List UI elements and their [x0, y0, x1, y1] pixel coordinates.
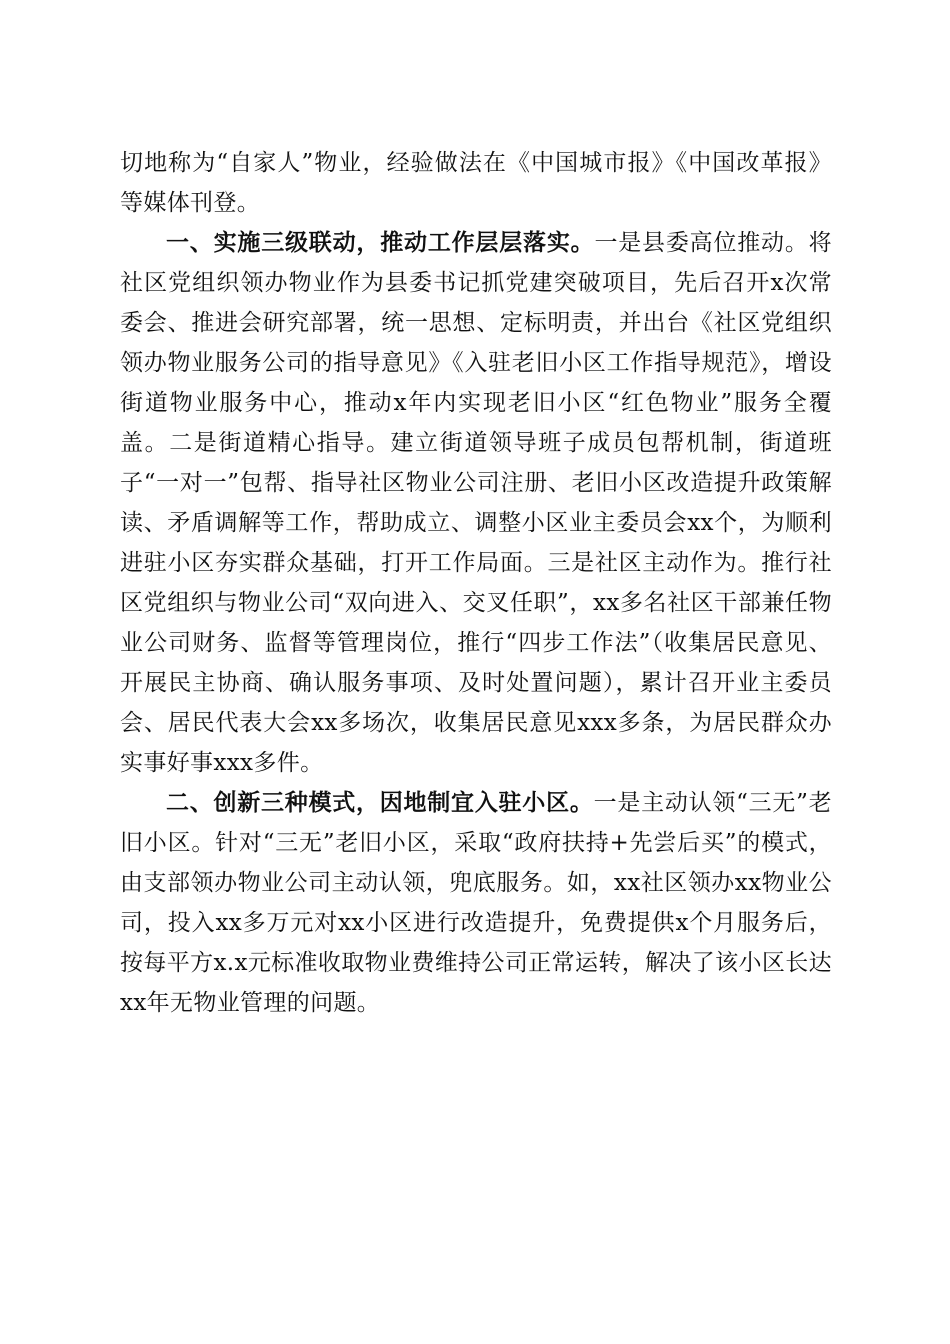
paragraph-body: 一是县委高位推动。将社区党组织领办物业作为县委书记抓党建突破项目，先后召开x次常委会、推进会研究部署，统一思想、定标明责，并出台《社区党组织领办物业服务公司的指导意见》《入驻老旧小区工作指导规范》，增设街道物业服务中心，推动x年内实现老旧小区“红色物业”服务全覆盖。二是街道精心指导。建立街道领导班子成员包帮机制，街道班子“一对一”包帮、指导社区物业公司注册、老旧小区改造提升政策解读、矛盾调解等工作，帮助成立、调整小区业主委员会xx个，为顺利进驻小区夯实群众基础，打开工作局面。三是社区主动作为。推行社区党组织与物业公司“双向进入、交叉任职”，xx多名社区干部兼任物业公司财务、监督等管理岗位，推行“四步工作法”（收集居民意见、开展民主协商、确认服务事项、及时处置问题），累计召开业主委员会、居民代表大会xx多场次，收集居民意见xxx多条，为居民群众办实事好事xxx多件。 — [120, 230, 832, 776]
paragraph-section-1 — [120, 223, 832, 783]
paragraph-body: 切地称为“自家人”物业，经验做法在《中国城市报》《中国改革报》等媒体刊登。 — [120, 150, 832, 216]
section-heading: 一、实施三级联动，推动工作层层落实。 — [166, 230, 595, 256]
section-heading: 二、创新三种模式，因地制宜入驻小区。 — [166, 790, 594, 816]
document-page — [120, 143, 832, 1023]
paragraph-body: 一是主动认领“三无”老旧小区。针对“三无”老旧小区，采取“政府扶持+先尝后买”的模式，由支部领办物业公司主动认领，兜底服务。如，xx社区领办xx物业公司，投入xx多万元对xx小区进行改造提升，免费提供x个月服务后，按每平方x.x元标准收取物业费维持公司正常运转，解决了该小区长达xx年无物业管理的问题。 — [120, 790, 832, 1016]
paragraph-continuation — [120, 143, 832, 223]
paragraph-section-2 — [120, 783, 832, 1023]
